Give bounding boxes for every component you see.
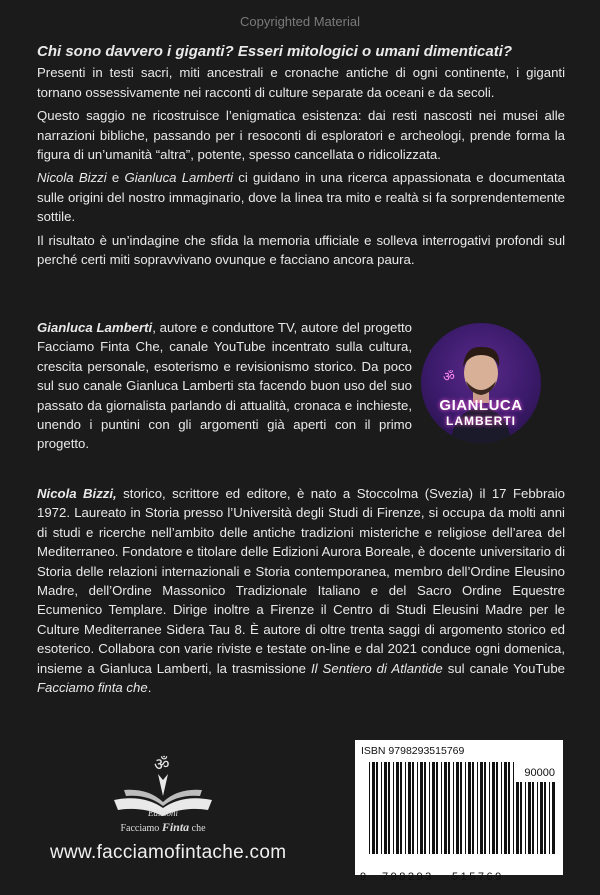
show-title: Il Sentiero di Atlantide [310, 660, 443, 676]
author-name-lamberti: Gianluca Lamberti [124, 170, 234, 186]
copyright-watermark: Copyrighted Material [240, 14, 360, 29]
intro-paragraph-3 [37, 168, 565, 226]
author-name-bizzi: Nicola Bizzi [37, 170, 107, 186]
intro-section [37, 42, 565, 273]
publisher-edizioni-label: Edizioni [147, 808, 178, 818]
barcode-digit-prefix: 9 [360, 871, 367, 883]
barcode-digits-right: 515769 [452, 871, 504, 883]
intro-paragraph-1: Presenti in testi sacri, miti ancestrali e cronache antiche di ogni continente, i giganti tornano ossessivamente nei racconti di culture separate da oceani e da secoli. [37, 65, 565, 100]
bio-lamberti-text: , autore e conduttore TV, autore del progetto Facciamo Finta Che, canale YouTube incentrato sulla cultura, crescita personale, esoterismo e revisionismo storico. Da poco sul suo canale Gianluca Lamberti sta facendo buon uso del suo passato da giornalista parlando di attualità, cronaca e inchieste, unendo i puntini con gli argomenti già aperti con il primo progetto. [37, 320, 412, 452]
channel-name: Facciamo finta che [37, 680, 148, 696]
intro-paragraph-2: Questo saggio ne ricostruisce l’enigmatica esistenza: dai resti nascosti nei musei alle narrazioni bibliche, passando per i resoconti di esploratori e archeologi, prende forma la figura di un’umanità “altra”, potente, spesso cancellata o ridicolizzata. [37, 108, 565, 163]
barcode-digits-left: 798293 [382, 871, 434, 883]
bio-lamberti-name: Gianluca Lamberti [37, 320, 153, 335]
om-symbol-icon: ॐ [443, 369, 455, 384]
publisher-name-part-a: Facciamo [120, 823, 160, 834]
isbn-label: ISBN 9798293515769 [361, 745, 465, 757]
bio-bizzi-end: . [147, 680, 152, 696]
price-code: 90000 [524, 767, 555, 779]
author-avatar [421, 323, 541, 443]
avatar-name-first: GIANLUCA [439, 397, 523, 414]
bio-bizzi-text: storico, scrittore ed editore, è nato a Stoccolma (Svezia) il 17 Febbraio 1972. Laureato in Storia presso l’Università degli Studi di Firenze, si occupa da molti anni di studi e ricerche nell’ambito delle antiche tradizioni misteriche e religiose dell’area del Mediterraneo. Fondatore e titolare delle Edizioni Aurora Boreale, è docente universitario di Storia delle relazioni internazionali e Storia contemporanea, membro dell’Ordine Eleusino Madre, dell’Ordine Massonico Tradizionale Italiano e del Sacro Ordine Equestre Ecumenico Templare. Dirige inoltre a Firenze il Centro di Studi Eleusini Madre per le Culture Mediterranee Sidera Tau 8. È autore di oltre trenta saggi di argomento storico ed esoterico. Collabora con varie riviste e testate on-line e dal 2021 conduce ogni domenica, insieme a Gianluca Lamberti, la trasmissione [37, 486, 565, 676]
isbn-barcode [355, 740, 563, 883]
intro-question: Chi sono davvero i giganti? Esseri mitologici o umani dimenticati? [37, 43, 513, 60]
bio-bizzi-name: Nicola Bizzi, [37, 486, 117, 501]
bio-lamberti [37, 318, 412, 454]
bio-bizzi [37, 484, 565, 697]
publisher-om-icon: ॐ [154, 755, 170, 774]
website-url: www.facciamofintache.com [50, 842, 287, 863]
intro-paragraph-3-text: ci guidano in una ricerca appassionata e documentata sulle origini del nostro immaginario, dove la linea tra mito e realtà si fa sorprendentemente sottile. [37, 170, 565, 225]
bio-bizzi-mid: sul canale YouTube [442, 660, 565, 676]
avatar-name-last: LAMBERTI [446, 414, 516, 428]
conjunction: e [106, 170, 125, 186]
publisher-name-part-b: Finta [161, 820, 190, 834]
publisher-name [108, 820, 218, 835]
intro-paragraph-4: Il risultato è un’indagine che sfida la memoria ufficiale e solleva interrogativi profondi sul perché certi miti sopravvivano ovunque e facciano ancora paura. [37, 232, 565, 268]
barcode-addon-bars [513, 782, 557, 854]
publisher-name-part-c: che [191, 823, 206, 834]
barcode-bars [369, 762, 519, 854]
